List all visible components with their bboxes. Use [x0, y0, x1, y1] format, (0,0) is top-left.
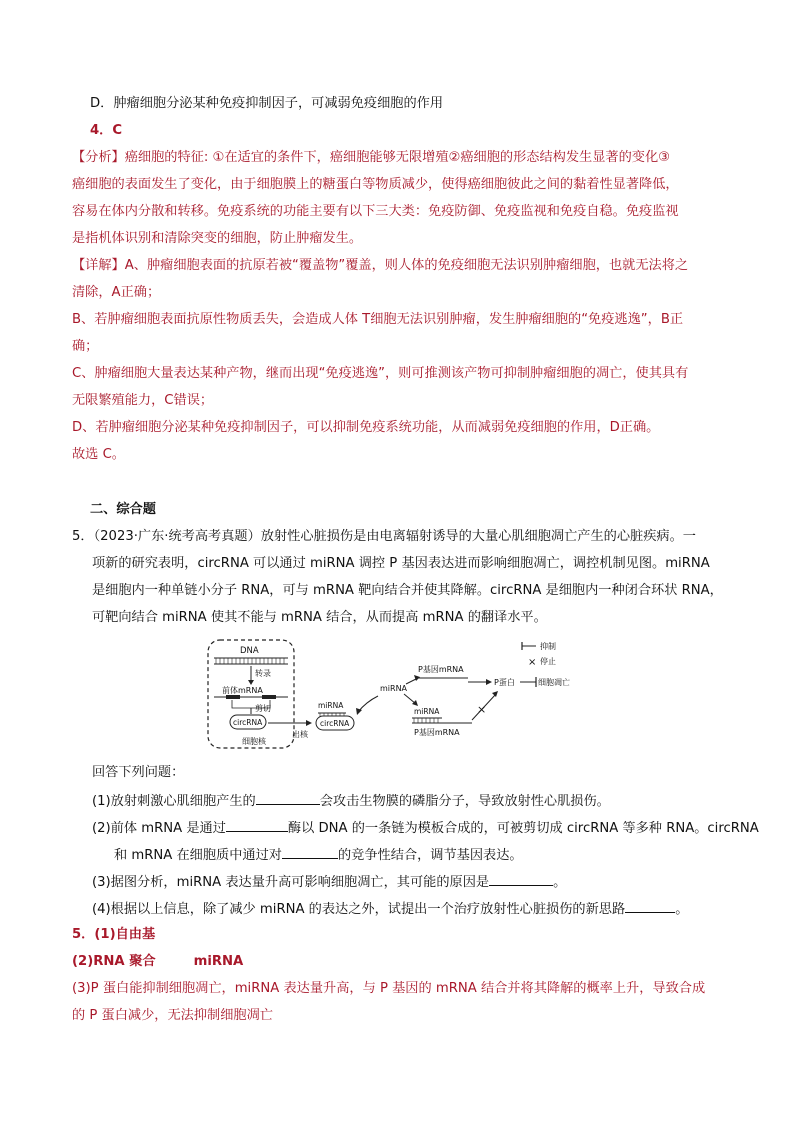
q5-sub2-text-d: 的竞争性结合，调节基因表达。 [337, 848, 523, 863]
p-mrna-complex-label: P基因mRNA [414, 728, 460, 737]
section-title: 二、综合题 [90, 502, 156, 517]
detail-line-2: 清除，A正确； [72, 285, 161, 300]
transcription-label: 转录 [255, 669, 271, 678]
circrna-nucleus-label: circRNA [233, 718, 263, 727]
answer-3-line-1: (3)P 蛋白能抑制细胞凋亡，miRNA 表达量升高，与 P 基因的 mRNA 结合并将其降解的概率上升，导致合成 [72, 981, 706, 996]
legend-stop-label: 停止 [540, 657, 556, 666]
mirna-free-label: miRNA [380, 684, 408, 693]
detail-line-3: B、若肿瘤细胞表面抗原性物质丢失，会造成人体 T细胞无法识别肿瘤，发生肿瘤细胞的“免疫逃逸”，B正 [72, 312, 684, 327]
answer-blank-4[interactable] [625, 898, 675, 913]
q4-answer: 4．C [90, 123, 123, 138]
q5-sub1-text-b: 会攻击生物膜的磷脂分子，导致放射性心肌损伤。 [319, 794, 610, 809]
detail-line-4: 确； [72, 339, 99, 354]
answer-1: 5．(1)自由基 [72, 927, 156, 942]
q5-line-4: 可靶向结合 miRNA 使其不能与 mRNA 结合，从而提高 mRNA 的翻译水平。 [92, 610, 547, 625]
pre-mrna-label: 前体mRNA [222, 686, 263, 695]
q5-sub2 [92, 817, 759, 839]
circrna-cytoplasm-label: circRNA [320, 719, 350, 728]
detail-line-7: D、若肿瘤细胞分泌某种免疫抑制因子，可以抑制免疫系统功能，从而减弱免疫细胞的作用，D正确。 [72, 420, 660, 435]
q5-sub4-text-b: 。 [675, 902, 689, 917]
q5-sub4 [92, 898, 688, 920]
detail-line-6: 无限繁殖能力，C错误； [72, 393, 214, 408]
q5-sub1 [92, 790, 610, 812]
answer-blank-2b[interactable] [282, 844, 338, 859]
answer-blank-2a[interactable] [226, 817, 288, 832]
stop-mark: × [477, 703, 487, 716]
regulation-diagram [206, 638, 598, 752]
answer-2-text-a: (2)RNA 聚合 [72, 954, 156, 969]
q5-sub3 [92, 871, 566, 893]
q5-line-3: 是细胞内一种单链小分子 RNA，可与 mRNA 靶向结合并使其降解。circRNA 是细胞内一种闭合环状 RNA， [92, 583, 723, 598]
apoptosis-label: 细胞凋亡 [538, 678, 570, 687]
analysis-line-2: 癌细胞的表面发生了变化，由于细胞膜上的糖蛋白等物质减少，使得癌细胞彼此之间的黏着性显著降低， [72, 177, 679, 192]
q5-sub1-text-a: (1)放射刺激心肌细胞产生的 [92, 794, 256, 809]
q5-sub2-cont [114, 844, 523, 866]
analysis-line-1: 【分析】癌细胞的特征: ①在适宜的条件下，癌细胞能够无限增殖②癌细胞的形态结构发生显著的变化③ [72, 150, 670, 165]
q5-sub3-text-b: 。 [553, 875, 567, 890]
q5-line-2: 项新的研究表明，circRNA 可以通过 miRNA 调控 P 基因表达进而影响细胞凋亡，调控机制见图。miRNA [92, 556, 710, 571]
detail-line-5: C、肿瘤细胞大量表达某种产物，继而出现“免疫逃逸”，则可推测该产物可抑制肿瘤细胞的凋亡，使其具有 [72, 366, 689, 381]
p-mrna-label: P基因mRNA [418, 665, 464, 674]
dna-label: DNA [240, 646, 259, 656]
q5-sub2-text-b: 酶以 DNA 的一条链为模板合成的，可被剪切成 circRNA 等多种 RNA。circRNA [287, 821, 759, 836]
p-protein-label: P蛋白 [494, 678, 515, 687]
q5-sub4-text-a: (4)根据以上信息，除了减少 miRNA 的表达之外，试提出一个治疗放射性心脏损伤的新思路 [92, 902, 626, 917]
mirna-bound-label: miRNA [318, 701, 344, 710]
dna-strand [214, 658, 288, 664]
mirna-complex-label: miRNA [414, 707, 440, 716]
export-label: 出核 [292, 730, 308, 739]
answer-2 [72, 952, 243, 972]
q4-option-d: D．肿瘤细胞分泌某种免疫抑制因子，可减弱免疫细胞的作用 [90, 96, 444, 111]
q5-sub3-text-a: (3)据图分析，miRNA 表达量升高可影响细胞凋亡，其可能的原因是 [92, 875, 490, 890]
q5-sub2-text-c: 和 mRNA 在细胞质中通过对 [114, 848, 282, 863]
legend-stop-mark: × [528, 657, 537, 668]
q5-line-1: 5．（2023·广东·统考高考真题）放射性心脏损伤是由电离辐射诱导的大量心肌细胞凋亡产生的心脏疾病。一 [72, 529, 696, 544]
analysis-line-3: 容易在体内分散和转移。免疫系统的功能主要有以下三大类：免疫防御、免疫监视和免疫自稳。免疫监视 [72, 204, 679, 219]
answer-2-text-b: miRNA [193, 954, 244, 969]
splice-label: 剪切 [255, 704, 271, 713]
q5-prompt: 回答下列问题： [92, 765, 185, 780]
pre-mrna-strand [214, 695, 288, 699]
answer-blank-1[interactable] [256, 790, 320, 805]
detail-line-8: 故选 C。 [72, 447, 125, 462]
q5-sub2-text-a: (2)前体 mRNA 是通过 [92, 821, 226, 836]
answer-3-line-2: 的 P 蛋白减少，无法抑制细胞凋亡 [72, 1008, 273, 1023]
detail-line-1: 【详解】A、肿瘤细胞表面的抗原若被“覆盖物”覆盖，则人体的免疫细胞无法识别肿瘤细胞，也就无法将之 [72, 258, 689, 273]
analysis-line-4: 是指机体识别和清除突变的细胞，防止肿瘤发生。 [72, 231, 363, 246]
legend-inhibit-label: 抑制 [540, 642, 556, 651]
nucleus-label: 细胞核 [242, 737, 266, 746]
answer-blank-3[interactable] [489, 871, 553, 886]
